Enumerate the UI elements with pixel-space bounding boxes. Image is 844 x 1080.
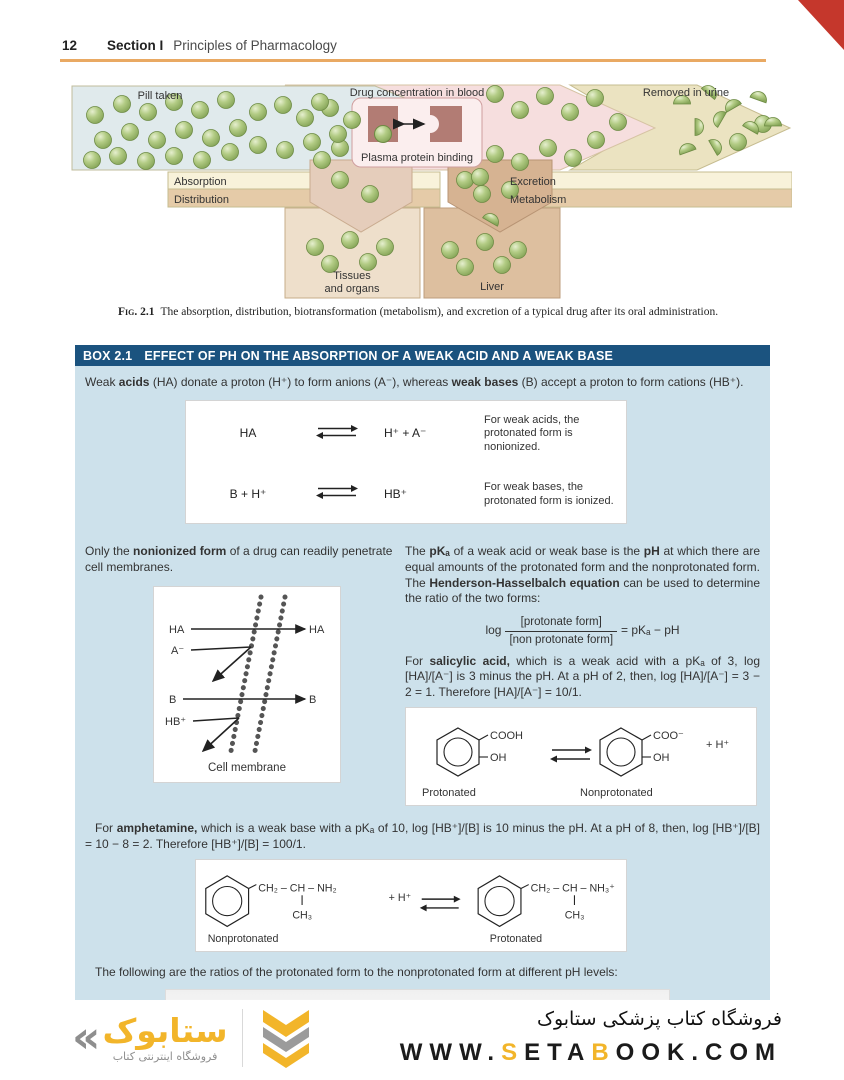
removed-in-urine-label: Removed in urine bbox=[642, 87, 730, 99]
cell-membrane-diagram bbox=[161, 593, 333, 755]
hh-fraction bbox=[505, 615, 617, 648]
store-url: WWW.SETABOOK.COM bbox=[399, 1039, 782, 1066]
membrane-b-right: B bbox=[309, 693, 317, 706]
membrane-ha-right: HA bbox=[309, 623, 325, 636]
salicylic-oh-left: OH bbox=[490, 752, 507, 765]
logo-divider bbox=[242, 1009, 243, 1067]
salicylic-paragraph: For salicylic acid, which is a weak acid with a pKₐ of 3, log [HA]/[A⁻] is 3 minus the pH. At a pH of 2, then, log [HA]/[A⁻] = 3 − 2 = 1. Therefore [HA]/[A⁻] = 10/1. bbox=[405, 653, 761, 699]
cell-membrane-panel bbox=[153, 586, 341, 784]
absorption-label: Absorption bbox=[174, 176, 227, 188]
guillemet-icon: « bbox=[72, 1012, 101, 1063]
base-equation-row bbox=[198, 481, 614, 509]
liver-label: Liver bbox=[480, 281, 504, 293]
amphetamine-ch3-left: CH₃ bbox=[292, 909, 313, 922]
pka-paragraph: The pKₐ of a weak acid or weak base is the pH at which there are equal amounts of the protonated form and the nonprotonated form. The Henderson-Hasselbalch equation can be used to determine the ratio of the two forms: bbox=[405, 544, 760, 606]
plasma-protein-binding-label: Plasma protein binding bbox=[361, 152, 473, 164]
hh-log: log bbox=[485, 623, 502, 638]
tissues-label-2: and organs bbox=[324, 283, 380, 295]
logo-wordmark-fa: ستابوک bbox=[102, 1010, 228, 1050]
two-column-section bbox=[85, 544, 760, 806]
header-rule bbox=[60, 59, 766, 62]
setabook-logo bbox=[72, 1006, 315, 1070]
base-eq-left: B + H⁺ bbox=[229, 486, 267, 501]
nonionized-paragraph: Only the nonionized form of a drug can readily penetrate cell membranes. bbox=[85, 544, 393, 574]
running-head bbox=[62, 38, 337, 53]
figure-caption-label: Fig. 2.1 bbox=[118, 306, 155, 318]
box-header-label: BOX 2.1 bbox=[83, 349, 133, 363]
section-title: Principles of Pharmacology bbox=[173, 38, 337, 53]
equations-panel bbox=[185, 400, 627, 525]
distribution-label: Distribution bbox=[174, 194, 230, 206]
membrane-a-minus: A⁻ bbox=[171, 644, 185, 657]
salicylic-structures-diagram bbox=[406, 712, 756, 800]
cell-membrane-caption: Cell membrane bbox=[208, 762, 286, 775]
acid-equation-row bbox=[198, 414, 614, 455]
box-header-title: EFFECT OF PH ON THE ABSORPTION OF A WEAK ACID AND A WEAK BASE bbox=[144, 349, 614, 363]
salicylic-structures-panel bbox=[405, 707, 757, 806]
membrane-b-left: B bbox=[169, 693, 177, 706]
membrane-ha-left: HA bbox=[169, 623, 185, 636]
amphetamine-structures-panel bbox=[195, 859, 627, 952]
ratio-table-panel bbox=[165, 989, 670, 1000]
amphetamine-chain-left: CH₂ – CH – NH₂ bbox=[258, 882, 337, 895]
salicylic-coo: COO⁻ bbox=[653, 730, 684, 743]
pill-taken-label: Pill taken bbox=[137, 90, 183, 102]
intro-paragraph: Weak acids (HA) donate a proton (H⁺) to form anions (A⁻), whereas weak bases (B) accept a proton to form cations (HB⁺). bbox=[85, 375, 744, 389]
box-header bbox=[75, 345, 770, 366]
drug-concentration-label: Drug concentration in blood bbox=[349, 87, 485, 99]
amphetamine-nonprotonated-label: Nonprotonated bbox=[207, 933, 279, 946]
equilibrium-arrows-icon bbox=[298, 424, 376, 445]
base-eq-note: For weak bases, the protonated form is ionized. bbox=[484, 480, 614, 507]
bound-drug-pill bbox=[375, 126, 392, 143]
adme-flow-diagram bbox=[70, 82, 792, 300]
acid-eq-note: For weak acids, the protonated form is nonionized. bbox=[484, 413, 580, 454]
store-title-fa: فروشگاه کتاب پزشکی ستابوک bbox=[536, 1008, 782, 1030]
hh-rhs: = pKₐ − pH bbox=[621, 623, 680, 638]
amphetamine-ch3-right: CH₃ bbox=[564, 909, 585, 922]
page-corner-mark bbox=[798, 0, 844, 50]
amphetamine-protonated-label: Protonated bbox=[489, 933, 543, 946]
excretion-label: Excretion bbox=[510, 176, 556, 188]
page-number: 12 bbox=[62, 38, 78, 53]
hh-numerator: [protonate form] bbox=[505, 615, 617, 632]
acid-eq-left: HA bbox=[239, 426, 257, 441]
right-column bbox=[405, 544, 760, 806]
salicylic-oh-right: OH bbox=[653, 752, 670, 765]
chevron-emblem-icon bbox=[257, 1006, 315, 1070]
equilibrium-arrows-icon bbox=[298, 484, 376, 505]
box-body bbox=[75, 366, 770, 1000]
footer-watermark bbox=[400, 1008, 782, 1067]
logo-subtitle-fa: فروشگاه اینترنتی کتاب bbox=[112, 1050, 218, 1064]
box-2-1 bbox=[75, 345, 770, 1000]
section-label: Section I bbox=[107, 38, 164, 53]
membrane-hb-plus: HB⁺ bbox=[165, 715, 187, 728]
tissues-label-1: Tissues bbox=[333, 270, 371, 282]
salicylic-plus-h: + H⁺ bbox=[706, 739, 730, 752]
salicylic-protonated-label: Protonated bbox=[422, 787, 476, 800]
amphetamine-chain-right: CH₂ – CH – NH₃⁺ bbox=[530, 882, 615, 895]
metabolism-label: Metabolism bbox=[510, 194, 567, 206]
henderson-hasselbalch-equation bbox=[405, 615, 760, 648]
amphetamine-paragraph: For amphetamine, which is a weak base with a pKₐ of 10, log [HB⁺]/[B] is 10 minus the pH. At a pH of 8, then, log [HB⁺]/[B] = 10 − 8 = 2. Therefore [HB⁺]/[B] = 100/1. bbox=[85, 820, 760, 851]
logo-text-stack bbox=[102, 1010, 228, 1064]
figure-caption bbox=[118, 306, 758, 318]
hh-denominator: [non protonate form] bbox=[509, 633, 614, 646]
amphetamine-plus-h: + H⁺ bbox=[388, 892, 412, 905]
ratios-intro: The following are the ratios of the protonated form to the nonprotonated form at different pH levels: bbox=[95, 964, 618, 979]
figure-2-1 bbox=[70, 82, 792, 300]
left-column bbox=[85, 544, 405, 806]
amphetamine-structures-diagram bbox=[198, 864, 626, 946]
base-eq-right: HB⁺ bbox=[384, 486, 408, 501]
salicylic-nonprotonated-label: Nonprotonated bbox=[580, 787, 653, 800]
figure-caption-text: The absorption, distribution, biotransformation (metabolism), and excretion of a typical drug after its oral administration. bbox=[160, 306, 719, 318]
acid-eq-right: H⁺ + A⁻ bbox=[384, 426, 427, 441]
salicylic-cooh: COOH bbox=[490, 730, 523, 743]
